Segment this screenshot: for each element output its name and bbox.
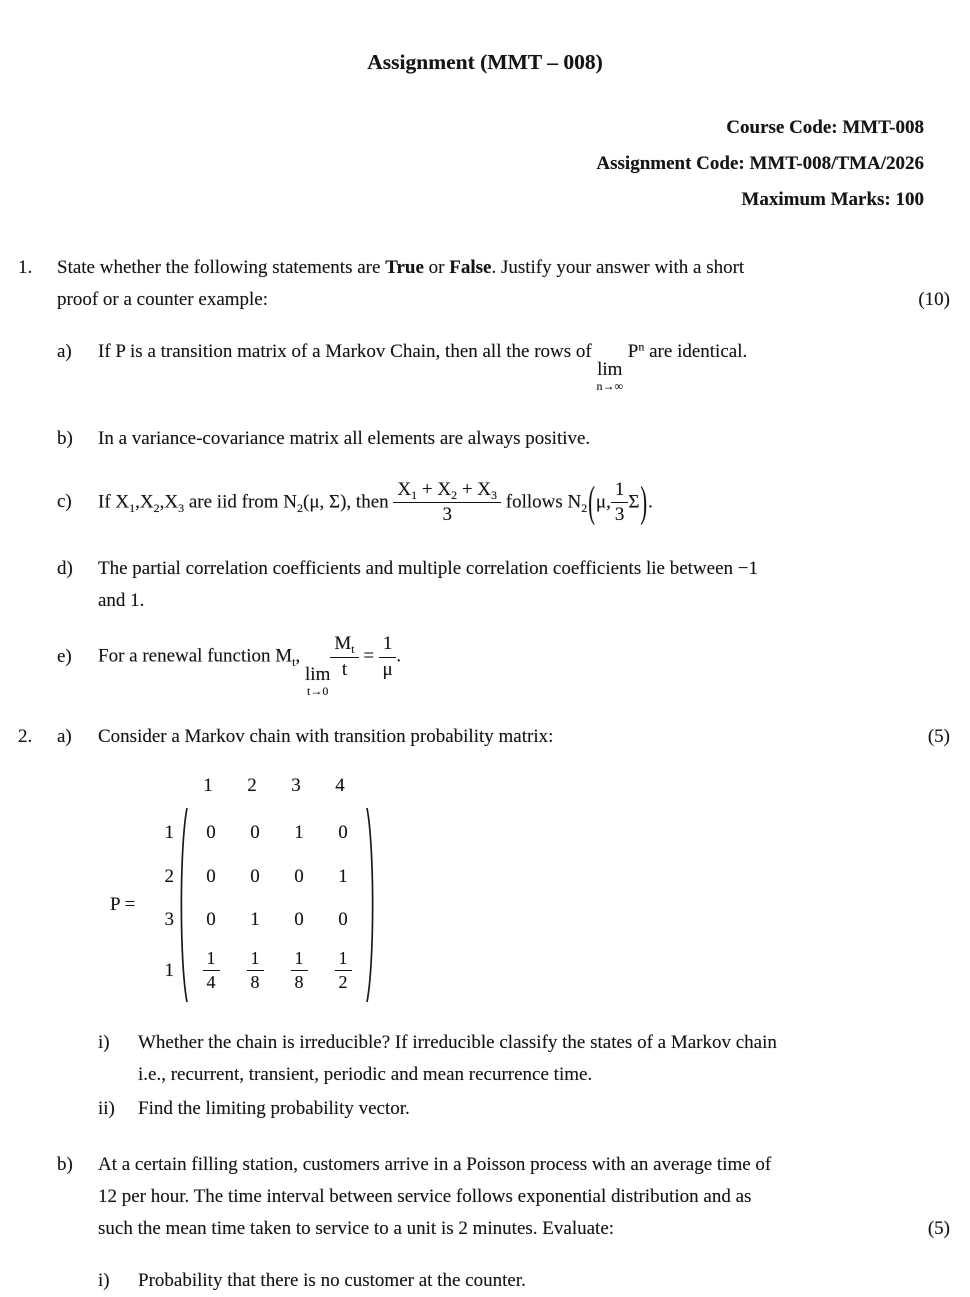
- fraction-numerator: [330, 633, 358, 658]
- meta-block: [0, 110, 970, 218]
- formula-text: If P is a transition matrix of a Markov Chain, then all the rows of: [98, 341, 597, 362]
- question-2-number: 2.: [18, 726, 33, 748]
- matrix-column-headers: [186, 773, 378, 799]
- matrix-cell: 1: [338, 865, 348, 887]
- item-text-line-1: At a certain filling station, customers arrive in a Poisson process with an average time of: [98, 1154, 772, 1176]
- document-body: [0, 252, 970, 1297]
- matrix-cell: 0: [338, 821, 348, 843]
- formula-text: P: [627, 341, 639, 362]
- fraction-denominator: 8: [250, 971, 260, 992]
- fraction-denominator: 4: [206, 971, 216, 992]
- maximum-marks: Maximum Marks: 100: [741, 189, 924, 210]
- subscript: t: [351, 642, 355, 657]
- transition-probability-matrix: [110, 773, 378, 1005]
- item-text-line-2: i.e., recurrent, transient, periodic and mean recurrence time.: [138, 1064, 593, 1086]
- item-text-line-3: such the mean time taken to service to a unit is 2 minutes. Evaluate:: [98, 1218, 615, 1240]
- item-text-line-1: The partial correlation coefficients and multiple correlation coefficients lie between −1: [98, 558, 758, 580]
- question-2a-subitems: [57, 1027, 960, 1125]
- fraction-denominator: μ: [382, 658, 393, 680]
- matrix-cell: 1: [294, 821, 304, 843]
- item-text-line-1: Whether the chain is irreducible? If irreducible classify the states of a Markov chain: [138, 1032, 777, 1054]
- item-label: b): [57, 1154, 73, 1176]
- formula-text: For a renewal function M: [98, 645, 293, 667]
- q2a-item-i: [98, 1027, 960, 1091]
- matrix-p-equals: [110, 889, 158, 921]
- question-2a-row: [18, 721, 960, 753]
- fraction-denominator: 2: [338, 971, 348, 992]
- limit-subscript: t→0: [307, 683, 329, 698]
- item-text: [98, 553, 960, 617]
- limit-word: lim: [597, 359, 623, 381]
- intro-bold-false: False: [449, 257, 492, 278]
- item-text: [98, 336, 960, 393]
- item-text: Probability that there is no customer at the counter.: [138, 1270, 526, 1292]
- fraction-numerator: 1: [379, 633, 397, 658]
- formula-text: + X: [417, 478, 452, 500]
- formula-text: ,: [295, 645, 306, 667]
- q1-item-a: [57, 336, 960, 393]
- equals-sign: =: [124, 894, 136, 916]
- formula-text: ,X: [135, 491, 154, 513]
- item-label: i): [98, 1032, 110, 1054]
- item-label: ii): [98, 1098, 115, 1120]
- subscript: 2: [297, 500, 304, 515]
- item-label: a): [57, 341, 72, 362]
- question-1-intro-line-2: proof or a counter example:: [57, 289, 269, 310]
- question-2: [18, 721, 960, 1297]
- matrix-col-header: 4: [335, 775, 345, 797]
- matrix-cell: 0: [338, 908, 348, 930]
- item-text: [98, 1149, 960, 1245]
- subscript: t: [292, 655, 296, 670]
- subscript: 1: [129, 500, 136, 515]
- formula-text: X: [397, 478, 412, 500]
- fraction: [379, 633, 397, 682]
- item-label: b): [57, 427, 73, 449]
- question-1-items: [57, 336, 960, 697]
- question-1-intro: [18, 252, 960, 316]
- matrix-right-paren: [365, 805, 378, 1005]
- fraction-numerator: 1: [611, 479, 629, 504]
- intro-bold-true: True: [385, 257, 424, 278]
- item-text: [138, 1027, 960, 1091]
- matrix-col-header: 3: [291, 775, 301, 797]
- matrix-row-label: 3: [164, 908, 174, 930]
- subscript: 3: [178, 500, 185, 515]
- subscript: 2: [581, 500, 588, 515]
- limit-word: lim: [305, 663, 331, 685]
- matrix-cell-fraction: [203, 948, 220, 992]
- question-1-marks: (10): [918, 289, 950, 310]
- equals-sign: =: [363, 645, 375, 667]
- question-2a-marks: (5): [927, 726, 950, 748]
- limit-stack: [305, 665, 330, 698]
- matrix-left-paren: [176, 805, 189, 1005]
- matrix-cell: 0: [206, 908, 216, 930]
- formula-text: .: [648, 491, 653, 513]
- question-1: [18, 252, 960, 697]
- formula-text: are iid from N: [184, 491, 298, 513]
- subscript: 1: [411, 487, 418, 502]
- matrix-cell: 0: [294, 865, 304, 887]
- q2b-item-i: [98, 1265, 960, 1297]
- course-code: Course Code: MMT-008: [726, 117, 924, 138]
- formula-text: are identical.: [649, 341, 748, 362]
- item-text: In a variance-covariance matrix all elements are always positive.: [98, 427, 591, 449]
- q1-item-e: [57, 633, 960, 697]
- matrix-grid: [189, 810, 365, 1000]
- question-1-number: 1.: [18, 257, 33, 278]
- intro-text: or: [423, 257, 450, 278]
- q2-item-b: [57, 1149, 960, 1245]
- formula-text: ,X: [159, 491, 179, 513]
- formula-text: μ,: [595, 491, 611, 513]
- fraction: [393, 479, 501, 528]
- matrix-cell-fraction: [247, 948, 264, 992]
- fraction: [611, 479, 629, 528]
- item-text: Find the limiting probability vector.: [138, 1098, 410, 1120]
- assignment-code: Assignment Code: MMT-008/TMA/2026: [596, 153, 924, 174]
- fraction-denominator: 3: [442, 504, 452, 526]
- fraction-numerator: 1: [291, 948, 308, 971]
- fraction-numerator: 1: [247, 948, 264, 971]
- matrix-col-header: 1: [203, 775, 213, 797]
- subscript: 2: [153, 500, 160, 515]
- matrix-cell-fraction: [291, 948, 308, 992]
- formula-text: follows N: [501, 491, 582, 513]
- q1-item-d: [57, 553, 960, 617]
- matrix-cell-fraction: [335, 948, 352, 992]
- formula-text: .: [396, 645, 402, 667]
- item-label: i): [98, 1270, 110, 1292]
- formula-text: M: [334, 633, 352, 655]
- intro-text: . Justify your answer with a short: [491, 257, 745, 278]
- item-text: [98, 633, 960, 697]
- fraction-denominator: t: [341, 658, 348, 680]
- subscript: 2: [451, 487, 458, 502]
- question-1-intro-line-1: [57, 252, 960, 284]
- formula-text: + X: [457, 478, 491, 500]
- matrix-row-label: 2: [164, 865, 174, 887]
- fraction-denominator: 3: [614, 504, 625, 526]
- limit-stack: [596, 360, 623, 393]
- intro-text: State whether the following statements are: [57, 257, 386, 278]
- fraction-numerator: 1: [335, 948, 352, 971]
- matrix-row-labels: [158, 810, 174, 1000]
- item-label: e): [57, 645, 72, 667]
- superscript: n: [638, 339, 645, 354]
- matrix-cell: 0: [206, 821, 216, 843]
- matrix-cell: 0: [294, 908, 304, 930]
- item-label: c): [57, 491, 72, 513]
- item-label: d): [57, 558, 73, 580]
- matrix-cell: 0: [250, 865, 260, 887]
- q1-item-b: [57, 423, 960, 455]
- big-right-paren: ): [640, 479, 648, 527]
- subscript: 3: [491, 487, 497, 502]
- fraction-denominator: 8: [294, 971, 304, 992]
- item-text: Consider a Markov chain with transition probability matrix:: [98, 726, 554, 748]
- matrix-row-label: 1: [164, 959, 174, 981]
- q2a-item-ii: [98, 1093, 960, 1125]
- fraction: [330, 633, 358, 682]
- matrix-cell: 1: [250, 908, 260, 930]
- fraction-numerator: 1: [203, 948, 220, 971]
- document-title: Assignment (MMT – 008): [367, 50, 603, 74]
- item-text-line-2: and 1.: [98, 590, 145, 612]
- formula-text: Σ: [628, 491, 640, 513]
- matrix-col-header: 2: [247, 775, 257, 797]
- matrix-row-label: 1: [164, 821, 174, 843]
- item-label: a): [57, 726, 72, 748]
- fraction-numerator: [393, 479, 501, 504]
- question-2b-marks: (5): [927, 1218, 950, 1240]
- big-left-paren: (: [588, 479, 595, 527]
- item-text: [98, 479, 960, 528]
- formula-text: (μ, Σ), then: [303, 491, 394, 513]
- item-text-line-2: 12 per hour. The time interval between service follows exponential distribution and as: [98, 1186, 752, 1208]
- matrix-symbol: P: [110, 894, 120, 916]
- matrix-cell: 0: [250, 821, 260, 843]
- q1-item-c: [57, 479, 960, 528]
- formula-text: If X: [98, 491, 130, 513]
- matrix-cell: 0: [206, 865, 216, 887]
- limit-subscript: n→∞: [596, 378, 624, 393]
